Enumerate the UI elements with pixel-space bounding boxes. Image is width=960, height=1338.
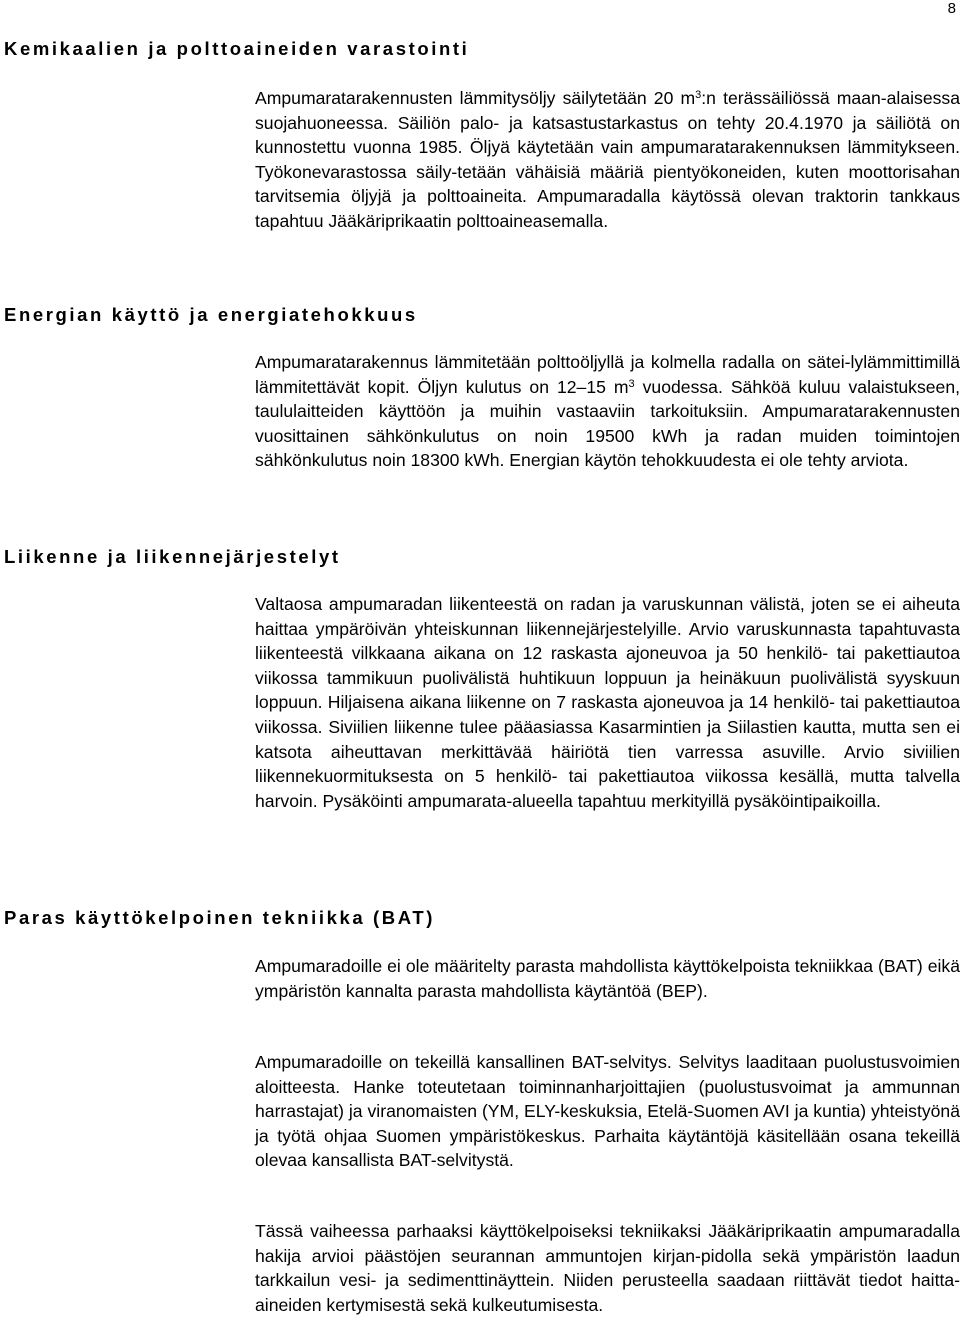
page-number: 8 bbox=[947, 0, 956, 17]
paragraph-text: vuodessa. Sähköä kuluu valaistukseen, taululaitteiden käyttöön ja muihin vastaaviin tarkoituksiin. Ampumaratarakennusten vuosittainen sähkönkulutus on noin 19500 kWh ja radan muiden toimintojen sähkönkulutus noin 18300 kWh. Energian käytön tehokkuudesta ei ole tehty arviota. bbox=[255, 376, 960, 471]
paragraph-bat-2: Ampumaradoille on tekeillä kansallinen BAT-selvitys. Selvitys laaditaan puolustusvoimien aloitteesta. Hanke toteutetaan toiminnanharjoittajien (puolustusvoimat ja ammunnan harrastajat) ja viranomaisten (YM, ELY-keskuksia, Etelä-Suomen AVI ja kuntia) yhteistyönä ja työtä ohjaa Suomen ympäristökeskus. Parhaita käytäntöjä käsitellään osana tekeillä olevaa kansallista BAT-selvitystä. bbox=[255, 1052, 960, 1171]
heading-chemical-storage: Kemikaalien ja polttoaineiden varastointi bbox=[4, 38, 470, 59]
paragraph-traffic: Valtaosa ampumaradan liikenteestä on radan ja varuskunnan välistä, joten se ei aiheuta haittaa ympäröivän yhteiskunnan liikennejärjestelyille. Arvio varuskunnasta tapahtuvasta liikenteestä vilkkaana aikana on 12 raskasta ajoneuvoa ja 50 henkilö- tai pakettiautoa viikossa tammikuun puolivälistä huhtikuun loppuun ja heinäkuun puolivälistä syyskuun loppuun. Hiljaisena aikana liikenne on 7 raskasta ajoneuvoa ja 14 henkilö- tai pakettiautoa viikossa. Siviilien liikenne tulee pääasiassa Kasarmintien ja Siilastien kautta, mutta sen ei katsota aiheuttavan merkittävää häiriötä tien varressa asuville. Arvio siviilien liikennekuormituksesta on 5 henkilö- tai pakettiautoa viikossa kesällä, mutta talvella harvoin. Pysäköinti ampumarata-alueella tapahtuu merkityillä pysäköintipaikoilla. bbox=[255, 594, 960, 811]
paragraph-bat-1: Ampumaradoille ei ole määritelty parasta mahdollista käyttökelpoista tekniikkaa (BAT) eikä ympäristön kannalta parasta mahdollista käytäntöä (BEP). bbox=[255, 956, 960, 1001]
heading-traffic: Liikenne ja liikennejärjestelyt bbox=[4, 546, 341, 567]
superscript-3: 3 bbox=[695, 89, 702, 101]
paragraph-energy-use bbox=[255, 350, 960, 473]
heading-bat: Paras käyttökelpoinen tekniikka (BAT) bbox=[4, 907, 436, 928]
paragraph-text: :n terässäiliössä maan-alaisessa suojahuoneessa. Säiliön palo- ja katsastustarkastus on tehty 20.4.1970 ja säiliötä on kunnostettu vuonna 1985. Öljyä käytetään vain ampumaratarakennuksen lämmitykseen. Työkonevarastossa säily-tetään vähäisiä määriä pientyökoneiden, kuten moottorisahan tarvitsemia öljyjä ja polttoaineita. Ampumaradalla käytössä olevan traktorin tankkaus tapahtuu Jääkäriprikaatin polttoaineasemalla. bbox=[255, 88, 960, 231]
superscript-3: 3 bbox=[628, 377, 635, 390]
paragraph-bat-3: Tässä vaiheessa parhaaksi käyttökelpoiseksi tekniikaksi Jääkäriprikaatin ampumaradalla hakija arvioi päästöjen seurannan ammuntojen kirjan-pidolla sekä ympäristön laadun tarkkailun vesi- ja sedimenttinäyttein. Niiden perusteella saadaan riittävät tiedot haitta-aineiden kertymisestä sekä kulkeutumisesta. bbox=[255, 1221, 960, 1315]
paragraph-text: Ampumaratarakennusten lämmitysöljy säilytetään 20 m bbox=[255, 88, 696, 108]
paragraph-chemical-storage bbox=[255, 86, 960, 234]
heading-energy-use: Energian käyttö ja energiatehokkuus bbox=[4, 304, 418, 325]
paragraph-text: Ampumaratarakennus lämmitetään polttoöljyllä ja kolmella radalla on sätei-lylämmittimillä lämmitettävät kopit. Öljyn kulutus on 12–15 m bbox=[255, 352, 960, 397]
